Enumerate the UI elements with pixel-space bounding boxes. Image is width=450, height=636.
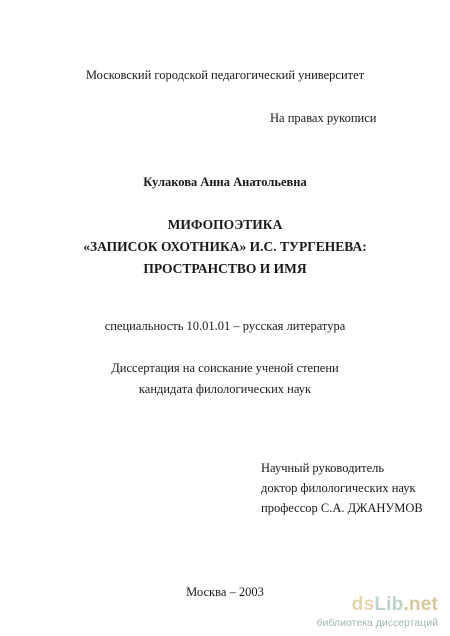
watermark-logo-ds: ds bbox=[351, 594, 375, 615]
author-name: Кулакова Анна Анатольевна bbox=[143, 175, 307, 189]
thesis-title-line-3: ПРОСТРАНСТВО И ИМЯ bbox=[143, 261, 307, 276]
supervisor-name: профессор С.А. ДЖАНУМОВ bbox=[261, 501, 423, 515]
specialty: специальность 10.01.01 – русская литература bbox=[104, 319, 346, 333]
dslib-watermark bbox=[294, 594, 444, 634]
manuscript-rights-note: На правах рукописи bbox=[270, 111, 377, 125]
watermark-logo-net: .net bbox=[403, 594, 438, 615]
university-name: Московский городской педагогический университет bbox=[85, 68, 365, 82]
dissertation-degree-line-1: Диссертация на соискание ученой степени bbox=[111, 361, 339, 375]
supervisor-label: Научный руководитель bbox=[261, 461, 385, 475]
watermark-logo bbox=[352, 594, 438, 616]
thesis-title-line-1: МИФОПОЭТИКА bbox=[167, 217, 283, 232]
city-year: Москва – 2003 bbox=[186, 585, 264, 599]
dissertation-degree-line-2: кандидата филологических наук bbox=[138, 382, 312, 396]
watermark-logo-lib: Lib bbox=[374, 594, 404, 615]
watermark-subtitle: библиотека диссертаций bbox=[316, 617, 438, 629]
supervisor-degree: доктор филологических наук bbox=[261, 481, 416, 495]
thesis-title-line-2: «ЗАПИСОК ОХОТНИКА» И.С. ТУРГЕНЕВА: bbox=[83, 239, 367, 254]
